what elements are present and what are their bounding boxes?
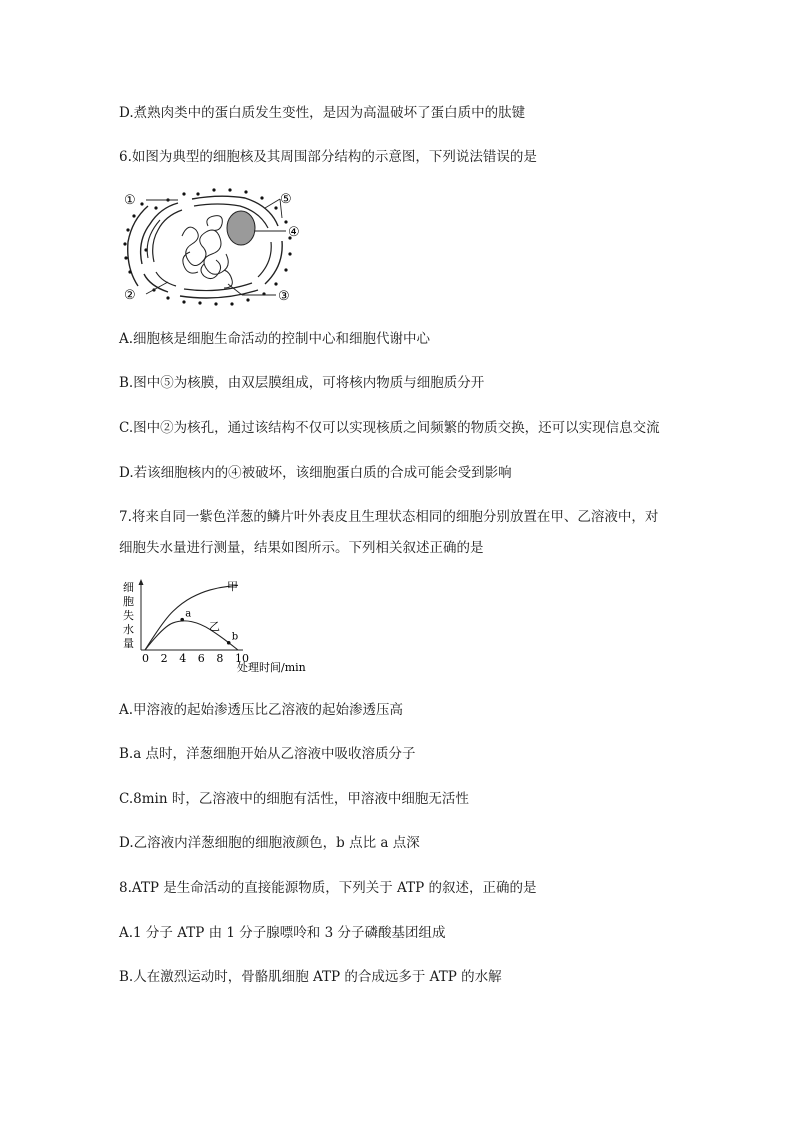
q6-option-d: D.若该细胞核内的④被破坏，该细胞蛋白质的合成可能会受到影响 bbox=[119, 465, 512, 481]
q7-option-c: C.8min 时，乙溶液中的细胞有活性，甲溶液中细胞无活性 bbox=[119, 791, 469, 807]
label-4: ④ bbox=[288, 225, 300, 240]
x-tick-label: 2 bbox=[160, 652, 168, 665]
q7-stem-line1: 7.将来自同一紫色洋葱的鳞片叶外表皮且生理状态相同的细胞分别放置在甲、乙溶液中，对 bbox=[119, 509, 659, 525]
series-label-2: 乙 bbox=[209, 620, 220, 633]
q6-nucleus-diagram bbox=[120, 186, 320, 306]
q6-option-c: C.图中②为核孔，通过该结构不仅可以实现核质之间频繁的物质交换，还可以实现信息交流 bbox=[119, 420, 660, 436]
x-tick-label: 0 bbox=[142, 652, 149, 665]
series-line-2 bbox=[145, 621, 238, 650]
q5-option-d: D.煮熟肉类中的蛋白质发生变性，是因为高温破坏了蛋白质中的肽键 bbox=[119, 105, 526, 121]
ylabel-char-2: 胞 bbox=[123, 595, 134, 608]
xlabel: 处理时间/min bbox=[237, 661, 306, 673]
q8-option-a: A.1 分子 ATP 由 1 分子腺嘌呤和 3 分子磷酸基团组成 bbox=[119, 925, 446, 941]
point-b bbox=[227, 641, 231, 645]
ylabel-char-4: 水 bbox=[123, 623, 134, 636]
series-line-1 bbox=[145, 585, 238, 650]
q6-option-a: A.细胞核是细胞生命活动的控制中心和细胞代谢中心 bbox=[119, 331, 431, 347]
ylabel-char-5: 量 bbox=[123, 637, 134, 650]
point-a bbox=[180, 618, 184, 622]
label-2: ② bbox=[124, 288, 136, 303]
q8-stem: 8.ATP 是生命活动的直接能源物质，下列关于 ATP 的叙述，正确的是 bbox=[119, 880, 537, 896]
x-tick-label: 10 bbox=[235, 652, 249, 665]
y-axis-arrow bbox=[139, 579, 144, 585]
label-3: ③ bbox=[278, 289, 290, 304]
q7-stem-line2: 细胞失水量进行测量，结果如图所示。下列相关叙述正确的是 bbox=[119, 540, 484, 556]
point-label-a: a bbox=[185, 608, 192, 620]
q8-option-b: B.人在激烈运动时，骨骼肌细胞 ATP 的合成远多于 ATP 的水解 bbox=[119, 969, 502, 985]
label-5: ⑤ bbox=[280, 192, 292, 207]
label-1: ① bbox=[124, 193, 136, 208]
q7-option-a: A.甲溶液的起始渗透压比乙溶液的起始渗透压高 bbox=[119, 702, 404, 718]
q6-stem: 6.如图为典型的细胞核及其周围部分结构的示意图，下列说法错误的是 bbox=[119, 149, 537, 165]
q7-option-d: D.乙溶液内洋葱细胞的细胞液颜色，b 点比 a 点深 bbox=[119, 835, 420, 851]
q7-water-loss-chart bbox=[119, 578, 339, 673]
x-tick-label: 6 bbox=[197, 652, 205, 665]
ylabel-char-1: 细 bbox=[123, 581, 134, 594]
q6-option-b: B.图中⑤为核膜，由双层膜组成，可将核内物质与细胞质分开 bbox=[119, 375, 485, 391]
x-tick-label: 4 bbox=[179, 652, 187, 665]
point-label-b: b bbox=[231, 631, 239, 643]
ylabel-char-3: 失 bbox=[123, 609, 134, 622]
q7-option-b: B.a 点时，洋葱细胞开始从乙溶液中吸收溶质分子 bbox=[119, 746, 416, 762]
series-label-1: 甲 bbox=[227, 580, 238, 593]
x-tick-label: 8 bbox=[216, 652, 224, 665]
